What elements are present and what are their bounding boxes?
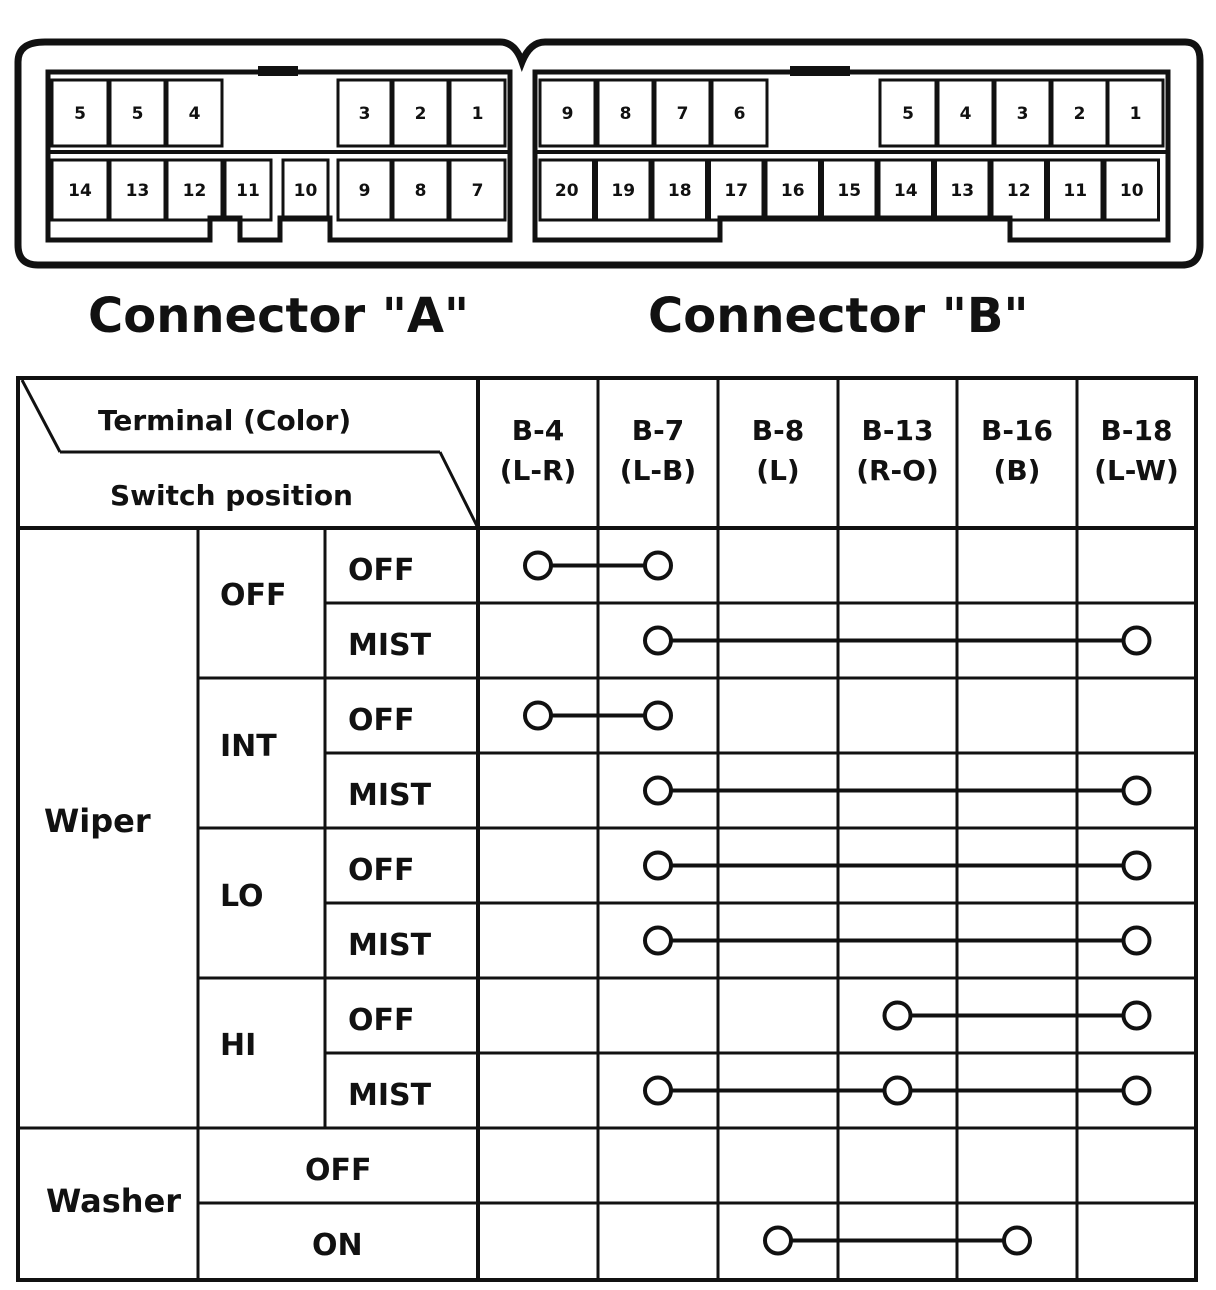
- terminal-id: B-4: [511, 414, 565, 447]
- connector-b-bottom-pin-label: 13: [950, 181, 975, 201]
- connector-b-bottom-pin-label: 17: [724, 181, 749, 201]
- connector-b-top-pin-label: 1: [1129, 104, 1142, 124]
- continuity-point: [1124, 778, 1150, 804]
- subgroup-label-int: INT: [220, 729, 277, 764]
- continuity-point: [765, 1228, 791, 1254]
- continuity-point: [885, 1078, 911, 1104]
- continuity-point: [645, 703, 671, 729]
- connector-b-top-pin-label: 3: [1016, 104, 1029, 124]
- connector-a-top-pin-label: 5: [74, 104, 86, 124]
- continuity-point: [645, 853, 671, 879]
- header-switch-label: Switch position: [110, 479, 353, 512]
- connector-b-bottom-pin-label: 19: [611, 181, 636, 201]
- terminal-id: B-16: [981, 414, 1053, 447]
- connector-b-top-pin-label: 5: [902, 104, 914, 124]
- subgroup-label-off: OFF: [220, 578, 287, 613]
- connector-a-top-pin-label: 5: [131, 104, 144, 124]
- connector-a: [48, 66, 510, 240]
- connector-a-top-pin-label: 1: [471, 104, 484, 124]
- connector-b-bottom-pin-label: 20: [554, 181, 579, 201]
- connector-a-bottom-pin-label: 10: [293, 181, 318, 201]
- row-label: OFF: [348, 703, 415, 738]
- connector-a-bottom-pin-label: 9: [358, 181, 371, 201]
- row-label: MIST: [348, 778, 432, 813]
- continuity-point: [645, 628, 671, 654]
- continuity-table: [18, 378, 1196, 1280]
- connector-a-bottom-pin-label: 13: [125, 181, 150, 201]
- connector-b-top-pin-label: 6: [733, 104, 746, 124]
- row-label: OFF: [348, 553, 415, 588]
- continuity-point: [1124, 628, 1150, 654]
- continuity-point: [645, 928, 671, 954]
- row-label: OFF: [348, 1003, 415, 1038]
- terminal-color: (B): [993, 454, 1041, 487]
- connector-a-bottom-pin-label: 7: [471, 181, 484, 201]
- continuity-point: [1124, 1078, 1150, 1104]
- connector-b-latch: [790, 66, 850, 76]
- continuity-row: [885, 1003, 1150, 1029]
- continuity-point: [525, 553, 551, 579]
- continuity-row: [645, 778, 1150, 804]
- header-terminal-label: Terminal (Color): [98, 404, 352, 437]
- connector-a-bottom-pin-label: 11: [236, 181, 260, 201]
- connector-a-top-pin-label: 2: [414, 104, 427, 124]
- connector-b-top-pin-label: 9: [561, 104, 574, 124]
- connector-b: [535, 66, 1168, 240]
- connector-a-latch: [258, 66, 298, 76]
- continuity-row: [645, 1078, 1150, 1104]
- continuity-point: [645, 1078, 671, 1104]
- terminal-id: B-8: [751, 414, 805, 447]
- connector-a-bottom-pin-label: 12: [182, 181, 207, 201]
- continuity-point: [645, 553, 671, 579]
- continuity-point: [525, 703, 551, 729]
- terminal-color: (L): [756, 454, 800, 487]
- continuity-point: [1124, 853, 1150, 879]
- terminal-color: (L-R): [499, 454, 577, 487]
- connector-b-bottom-pin-label: 14: [893, 181, 918, 201]
- connector-a-top-pin-label: 3: [358, 104, 371, 124]
- row-label: ON: [312, 1228, 363, 1263]
- continuity-point: [1004, 1228, 1030, 1254]
- continuity-point: [885, 1003, 911, 1029]
- connector-a-title: Connector "A": [88, 288, 470, 344]
- subgroup-label-hi: HI: [220, 1028, 257, 1063]
- continuity-point: [645, 778, 671, 804]
- connector-b-top-pin-label: 2: [1073, 104, 1086, 124]
- terminal-id: B-7: [631, 414, 685, 447]
- connector-b-title: Connector "B": [648, 288, 1029, 344]
- connector-b-bottom-pin-label: 18: [667, 181, 692, 201]
- subgroup-label-lo: LO: [220, 879, 264, 914]
- connector-a-bottom-pin-label: 8: [414, 181, 427, 201]
- connector-b-top-pin-label: 7: [676, 104, 689, 124]
- connector-b-bottom-pin-label: 10: [1119, 181, 1144, 201]
- connector-b-top-pin-label: 4: [959, 104, 972, 124]
- connector-b-bottom-pin-label: 11: [1063, 181, 1088, 201]
- row-label: MIST: [348, 928, 432, 963]
- terminal-id: B-18: [1100, 414, 1173, 447]
- row-label: OFF: [305, 1153, 372, 1188]
- terminal-color: (L-B): [619, 454, 697, 487]
- connector-b-bottom-pin-label: 15: [837, 181, 862, 201]
- connector-b-bottom-pin-label: 12: [1006, 181, 1031, 201]
- connector-b-bottom-pin-label: 16: [780, 181, 805, 201]
- continuity-row: [645, 928, 1150, 954]
- terminal-color: (R-O): [856, 454, 939, 487]
- group-label-washer: Washer: [46, 1182, 182, 1220]
- connector-b-top-pin-label: 8: [619, 104, 632, 124]
- terminal-color: (L-W): [1094, 454, 1179, 487]
- continuity-row: [645, 853, 1150, 879]
- row-label: MIST: [348, 628, 432, 663]
- row-label: MIST: [348, 1078, 432, 1113]
- connector-a-top-pin-label: 4: [188, 104, 201, 124]
- continuity-point: [1124, 928, 1150, 954]
- terminal-id: B-13: [861, 414, 934, 447]
- continuity-point: [1124, 1003, 1150, 1029]
- group-label-wiper: Wiper: [44, 802, 151, 840]
- row-label: OFF: [348, 853, 415, 888]
- continuity-row: [645, 628, 1150, 654]
- connector-a-bottom-pin-label: 14: [68, 181, 92, 201]
- continuity-row: [765, 1228, 1030, 1254]
